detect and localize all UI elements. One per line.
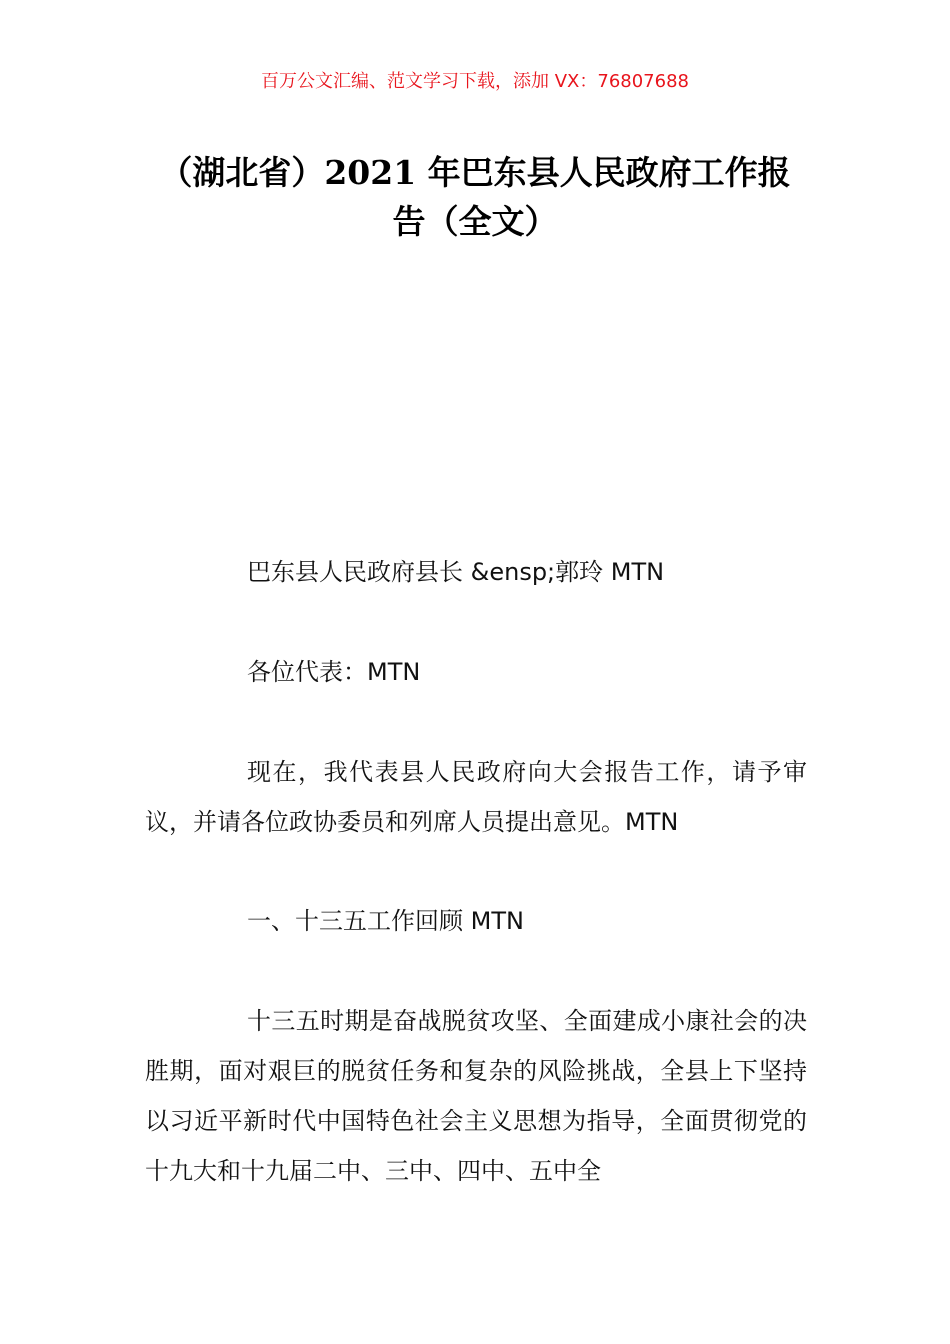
intro-paragraph: 现在，我代表县人民政府向大会报告工作，请予审议，并请各位政协委员和列席人员提出意见。MTN [145,758,807,836]
document-title [145,148,805,246]
salutation-line: 各位代表：MTN [247,658,421,686]
section-heading: 一、十三五工作回顾 MTN [247,907,524,935]
author-line: 巴东县人民政府县长 &ensp;郭玲 MTN [247,558,665,586]
header-watermark-note: 百万公文汇编、范文学习下载，添加 VX：76807688 [261,71,689,92]
title-prefix: （湖北省） [159,153,325,192]
title-year: 2021 [324,153,417,192]
review-paragraph: 十三五时期是奋战脱贫攻坚、全面建成小康社会的决胜期，面对艰巨的脱贫任务和复杂的风险挑战，全县上下坚持以习近平新时代中国特色社会主义思想为指导，全面贯彻党的十九大和十九届二中、三中、四中、五中全 [145,1007,807,1185]
title-suffix: 年巴东县人民政府工作报告（全文） [392,153,791,241]
